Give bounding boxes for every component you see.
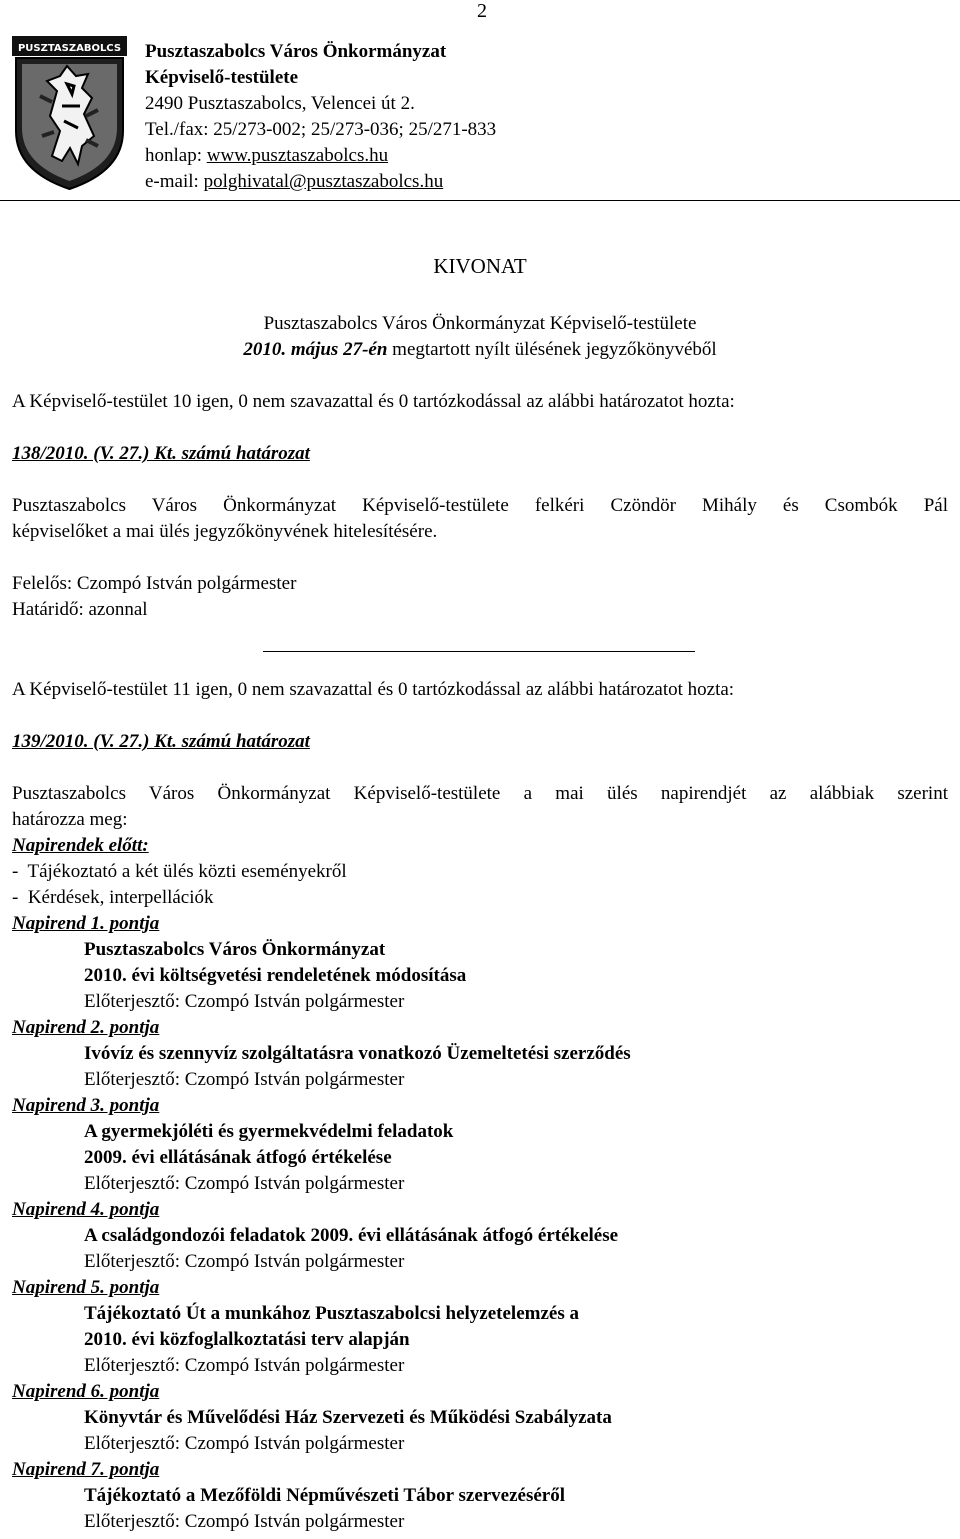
vote-statement-1-text bbox=[12, 391, 948, 413]
resolution-2-text-line1: Pusztaszabolcs Város Önkormányzat Képviselő-testülete a mai ülés napirendjét az alábbiak szerint bbox=[12, 783, 948, 804]
resolution-number: 139/2010. (V. 27.) Kt. számú határozat bbox=[12, 731, 310, 752]
document-title: KIVONAT bbox=[433, 254, 527, 278]
vote-statement-1 bbox=[12, 391, 948, 413]
header-divider bbox=[0, 200, 960, 201]
deadline: Határidő: azonnal bbox=[12, 599, 148, 620]
email-line bbox=[145, 169, 496, 195]
page-number: 2 bbox=[477, 0, 487, 22]
agenda-item-6-presenter: Előterjesztő: Czompó István polgármester bbox=[84, 1433, 405, 1454]
agenda-label: Napirend 5. pontja bbox=[12, 1277, 160, 1298]
agenda-item-7-presenter: Előterjesztő: Czompó István polgármester bbox=[84, 1511, 405, 1532]
agenda-item-4-title-line: A családgondozói feladatok 2009. évi ellátásának átfogó értékelése bbox=[84, 1225, 619, 1246]
agenda-label: Napirend 6. pontja bbox=[12, 1381, 160, 1402]
agenda-item-7-title-line: Tájékoztató a Mezőföldi Népművészeti Tábor szervezéséről bbox=[84, 1485, 566, 1506]
agenda-item-5-title-line: 2010. évi közfoglalkoztatási terv alapján bbox=[84, 1329, 410, 1350]
pre-agenda-item: - Tájékoztató a két ülés közti eseményekről bbox=[12, 861, 347, 882]
phone-fax: Tel./fax: 25/273-002; 25/273-036; 25/271-833 bbox=[145, 119, 497, 140]
resolution-number-2 bbox=[12, 731, 948, 753]
agenda-item-5-presenter: Előterjesztő: Czompó István polgármester bbox=[84, 1355, 405, 1376]
agenda-label: Napirend 4. pontja bbox=[12, 1199, 160, 1220]
resolution-1-text-line1: Pusztaszabolcs Város Önkormányzat Képviselő-testülete felkéri Czöndör Mihály és Csombók Pál bbox=[12, 495, 948, 516]
agenda-item-3-title-line: A gyermekjóléti és gyermekvédelmi feladatok bbox=[84, 1121, 454, 1142]
agenda-label: Napirend 2. pontja bbox=[12, 1017, 160, 1038]
agenda-label: Napirend 1. pontja bbox=[12, 913, 160, 934]
agenda-item-1-presenter: Előterjesztő: Czompó István polgármester bbox=[84, 991, 405, 1012]
section-separator bbox=[263, 651, 695, 652]
agenda-item-6-label bbox=[12, 1381, 159, 1403]
pre-agenda-item: - Kérdések, interpellációk bbox=[12, 887, 214, 908]
homepage-label: honlap: bbox=[145, 145, 207, 166]
town-crest-logo bbox=[12, 36, 127, 191]
homepage-link[interactable]: www.pusztaszabolcs.hu bbox=[206, 145, 389, 166]
meeting-date: 2010. május 27-én bbox=[243, 339, 388, 360]
agenda-label: Napirend 3. pontja bbox=[12, 1095, 160, 1116]
letterhead bbox=[145, 39, 496, 195]
agenda-item-2-label bbox=[12, 1017, 159, 1039]
agenda-item-6-title-line: Könyvtár és Művelődési Ház Szervezeti és Működési Szabályzata bbox=[84, 1407, 612, 1428]
resolution-number-1 bbox=[12, 443, 948, 465]
agenda-item-1-title-line: 2010. évi költségvetési rendeletének módosítása bbox=[84, 965, 467, 986]
vote-text: A Képviselő-testület 10 igen, 0 nem szavazattal és 0 tartózkodással az alábbi határozatot hozta: bbox=[12, 391, 735, 412]
agenda-item-3-presenter: Előterjesztő: Czompó István polgármester bbox=[84, 1173, 405, 1194]
homepage-line bbox=[145, 143, 496, 169]
email-label: e-mail: bbox=[145, 171, 204, 192]
vote-statement-2: A Képviselő-testület 11 igen, 0 nem szavazattal és 0 tartózkodással az alábbi határozatot hozta: bbox=[12, 679, 735, 700]
agenda-item-5-title-line: Tájékoztató Út a munkához Pusztaszabolcsi helyzetelemzés a bbox=[84, 1303, 579, 1324]
meeting-date-rest: megtartott nyílt ülésének jegyzőkönyvéből bbox=[387, 339, 717, 360]
agenda-item-3-title-line: 2009. évi ellátásának átfogó értékelése bbox=[84, 1147, 392, 1168]
agenda-item-1-label bbox=[12, 913, 159, 935]
agenda-item-4-label bbox=[12, 1199, 159, 1221]
agenda-item-4-presenter: Előterjesztő: Czompó István polgármester bbox=[84, 1251, 405, 1272]
org-name: Pusztaszabolcs Város Önkormányzat bbox=[145, 41, 447, 62]
pre-agenda-heading bbox=[12, 835, 948, 857]
agenda-item-7-label bbox=[12, 1459, 159, 1481]
pre-agenda-heading-text: Napirendek előtt: bbox=[12, 835, 149, 856]
org-body: Képviselő-testülete bbox=[145, 67, 299, 88]
document-subtitle: Pusztaszabolcs Város Önkormányzat Képviselő-testülete bbox=[263, 313, 697, 334]
agenda-item-2-presenter: Előterjesztő: Czompó István polgármester bbox=[84, 1069, 405, 1090]
resolution-1-text-line2: képviselőket a mai ülés jegyzőkönyvének hitelesítésére. bbox=[12, 521, 438, 542]
agenda-item-2-title-line: Ivóvíz és szennyvíz szolgáltatásra vonatkozó Üzemeltetési szerződés bbox=[84, 1043, 631, 1064]
crest-label: PUSZTASZABOLCS bbox=[17, 43, 122, 54]
address: 2490 Pusztaszabolcs, Velencei út 2. bbox=[145, 93, 415, 114]
meeting-date-line bbox=[0, 339, 960, 361]
responsible: Felelős: Czompó István polgármester bbox=[12, 573, 297, 594]
email-link[interactable]: polghivatal@pusztaszabolcs.hu bbox=[203, 171, 444, 192]
agenda-item-3-label bbox=[12, 1095, 159, 1117]
resolution-number: 138/2010. (V. 27.) Kt. számú határozat bbox=[12, 443, 310, 464]
agenda-item-1-title-line: Pusztaszabolcs Város Önkormányzat bbox=[84, 939, 386, 960]
agenda-item-5-label bbox=[12, 1277, 159, 1299]
agenda-label: Napirend 7. pontja bbox=[12, 1459, 160, 1480]
resolution-2-text-line2: határozza meg: bbox=[12, 809, 128, 830]
